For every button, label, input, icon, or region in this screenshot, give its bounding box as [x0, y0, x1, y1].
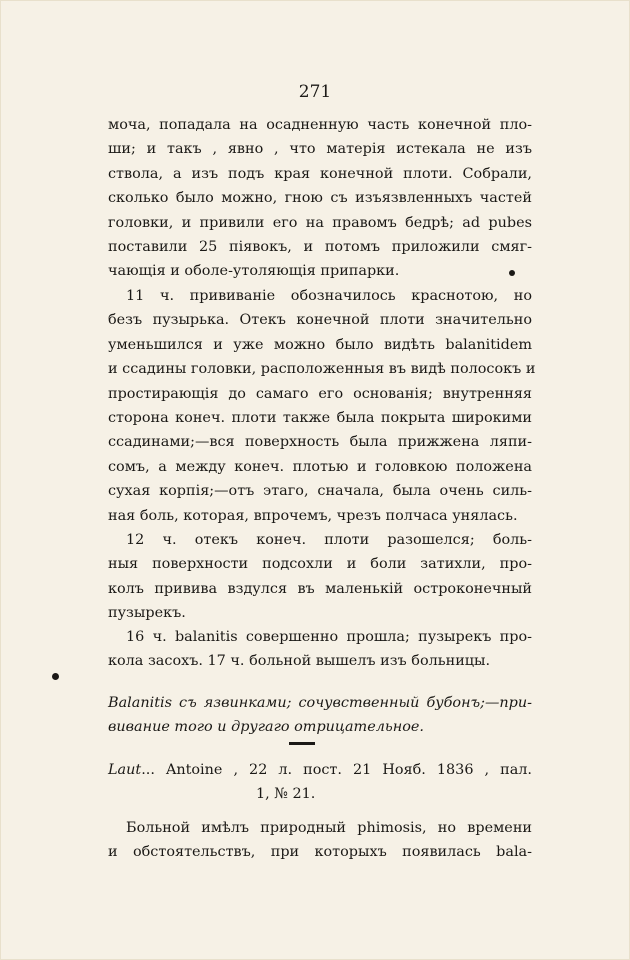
paragraph-line: ши; и такъ , явно , что матерія истекала не изъ [108, 141, 532, 158]
paragraph-line: сторона конеч. плоти также была покрыта широкими [108, 410, 532, 427]
paragraph-line: уменьшился и уже можно было видѣть balanitidem [108, 336, 532, 353]
heading-line: Balanitis съ язвинками; сочувственный бубонъ;—при- [108, 695, 532, 711]
paragraph-line: моча, попадала на осадненную часть конечной пло- [108, 117, 532, 133]
paragraph-line: ныя поверхности подсохли и боли затихли, про- [108, 556, 532, 573]
paragraph-line: Больной имѣлъ природный phimosis, но времени [126, 820, 532, 836]
case-ward-line: 1, № 21. [256, 786, 316, 803]
paragraph-line: поставили 25 піявокъ, и потомъ приложили смяг- [108, 239, 532, 256]
case-ellipsis: ... [141, 762, 155, 778]
patient-name: Laut [108, 762, 142, 778]
case-heading [108, 691, 532, 740]
paragraph-line: сомъ, а между конеч. плотью и головкою положена [108, 458, 532, 475]
paragraph-line: колъ привива вздулся въ маленькій остроконечный [108, 580, 532, 597]
case-details: Antoine , 22 л. пост. 21 Нояб. 1836 , пал. [154, 762, 532, 778]
paragraph-line: и обстоятельствъ, при которыхъ появилась bala- [108, 844, 532, 861]
paragraph-line: 12 ч. отекъ конеч. плоти разошелся; боль- [126, 532, 532, 548]
paragraph-line: простирающія до самаго его основанія; внутренняя [108, 385, 532, 402]
paragraph-line: 11 ч. прививаніе обозначилось краснотою, но [126, 288, 532, 304]
paragraph-line: 16 ч. balanitis совершенно прошла; пузырекъ про- [126, 629, 532, 645]
paragraph-3 [108, 528, 532, 626]
paragraph-line: сухая корпія;—отъ этаго, сначала, была очень силь- [108, 483, 532, 500]
paragraph-5 [108, 816, 532, 865]
paragraph-1 [108, 113, 532, 284]
paragraph-line: ствола, а изъ подъ края конечной плоти. Собрали, [108, 165, 532, 182]
paragraph-line: ная боль, которая, впрочемъ, чрезъ полчаса унялась. [108, 507, 518, 524]
ink-speck [509, 270, 515, 276]
paragraph-line: кола засохъ. 17 ч. больной вышелъ изъ больницы. [108, 653, 491, 670]
page-number: 271 [298, 82, 332, 102]
paragraph-line: головки, и привили его на правомъ бедрѣ; ad pubes [108, 214, 532, 231]
paragraph-line: сколько было можно, гною съ изъязвленныхъ частей [108, 190, 532, 207]
paragraph-line: чающія и оболе-утоляющія припарки. [108, 263, 400, 280]
paragraph-2 [108, 284, 536, 528]
case-record-line [108, 758, 532, 782]
paragraph-line: ссадинами;—вся поверхность была прижжена ляпи- [108, 434, 532, 451]
case-record [108, 758, 532, 807]
ink-speck [52, 673, 59, 680]
paragraph-line: и ссадины головки, расположенныя въ видѣ полосокъ и [108, 361, 536, 378]
heading-line: вивание того и другаго отрицательное. [108, 719, 424, 736]
paragraph-4 [108, 625, 532, 674]
paragraph-line: безъ пузырька. Отекъ конечной плоти значительно [108, 312, 532, 329]
paragraph-line: пузырекъ. [108, 605, 186, 622]
section-divider [289, 742, 315, 745]
